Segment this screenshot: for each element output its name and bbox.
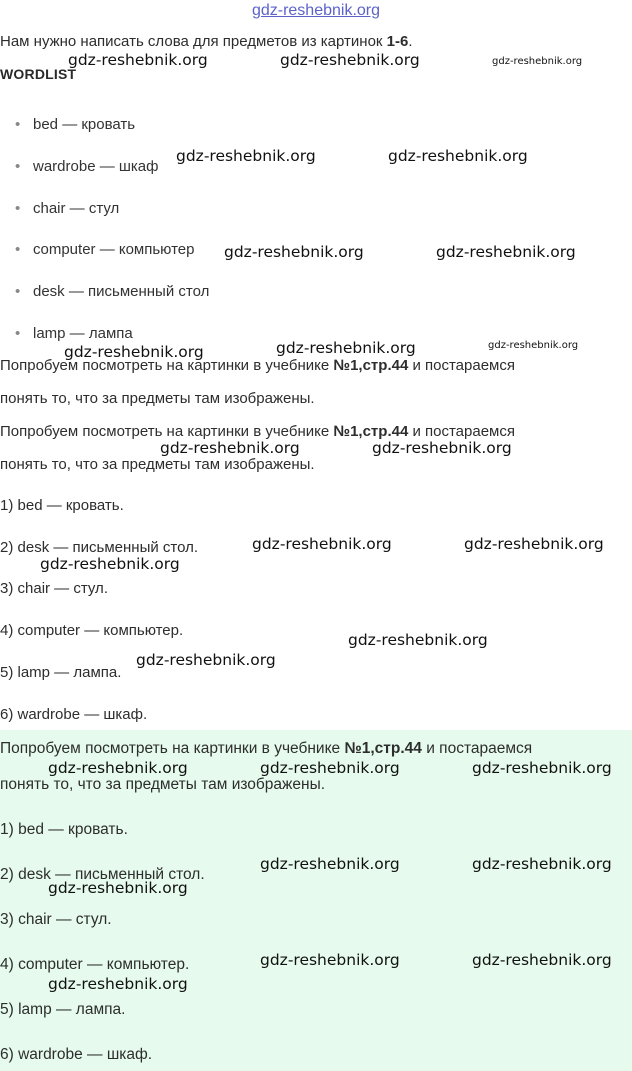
paragraph-line-1 <box>0 423 515 440</box>
paragraph-line-1 <box>0 740 532 758</box>
paragraph-text: Попробуем посмотреть на картинки в учебнике <box>0 423 334 440</box>
watermark: gdz-reshebnik.org <box>464 535 604 553</box>
watermark: gdz-reshebnik.org <box>472 855 612 873</box>
wordlist-item: • lamp — лампа <box>33 325 133 342</box>
answer-item: 3) chair — стул. <box>0 911 112 928</box>
answer-item: 4) computer — компьютер. <box>0 956 190 973</box>
answer-item: 2) desk — письменный стол. <box>0 539 199 556</box>
answer-item: 5) lamp — лампа. <box>0 664 122 681</box>
site-title-link[interactable]: gdz-reshebnik.org <box>251 2 381 19</box>
wordlist-item: • bed — кровать <box>33 116 135 133</box>
paragraph-ref: №1,стр.44 <box>333 357 409 374</box>
watermark: gdz-reshebnik.org <box>280 51 420 69</box>
paragraph-ref: №1,стр.44 <box>344 740 422 757</box>
watermark: gdz-reshebnik.org <box>260 951 400 969</box>
watermark: gdz-reshebnik.org <box>388 147 528 165</box>
watermark: gdz-reshebnik.org <box>252 535 392 553</box>
answer-item: 1) bed — кровать. <box>0 497 124 514</box>
watermark: gdz-reshebnik.org <box>40 555 180 573</box>
intro-text <box>0 33 413 50</box>
watermark: gdz-reshebnik.org <box>488 340 579 351</box>
paragraph-text: и постараемся <box>421 740 533 757</box>
watermark: gdz-reshebnik.org <box>276 339 416 357</box>
answer-item: 4) computer — компьютер. <box>0 622 184 639</box>
wordlist-item: • wardrobe — шкаф <box>33 158 158 175</box>
watermark: gdz-reshebnik.org <box>436 243 576 261</box>
watermark: gdz-reshebnik.org <box>136 651 276 669</box>
watermark: gdz-reshebnik.org <box>260 855 400 873</box>
answer-item: 1) bed — кровать. <box>0 821 128 838</box>
answer-item: 6) wardrobe — шкаф. <box>0 1046 153 1063</box>
intro-main: Нам нужно написать слова для предметов из картинок <box>0 33 387 50</box>
paragraph-text: Попробуем посмотреть на картинки в учебнике <box>0 357 334 374</box>
wordlist-heading: WORDLIST <box>0 66 77 82</box>
paragraph-text: и постараемся <box>408 423 515 440</box>
watermark: gdz-reshebnik.org <box>48 879 188 897</box>
paragraph-text: Попробуем посмотреть на картинки в учебнике <box>0 740 345 757</box>
paragraph-line-2: понять то, что за предметы там изображены. <box>0 390 315 407</box>
watermark: gdz-reshebnik.org <box>64 343 204 361</box>
watermark: gdz-reshebnik.org <box>68 51 208 69</box>
watermark: gdz-reshebnik.org <box>472 759 612 777</box>
answer-item: 5) lamp — лампа. <box>0 1001 126 1018</box>
wordlist-item: • computer — компьютер <box>33 241 195 258</box>
wordlist-item: • desk — письменный стол <box>33 283 209 300</box>
watermark: gdz-reshebnik.org <box>48 759 188 777</box>
answer-item: 6) wardrobe — шкаф. <box>0 706 148 723</box>
answer-item: 3) chair — стул. <box>0 580 108 597</box>
answer-item: 2) desk — письменный стол. <box>0 866 205 883</box>
watermark: gdz-reshebnik.org <box>260 759 400 777</box>
watermark: gdz-reshebnik.org <box>224 243 364 261</box>
paragraph-line-2: понять то, что за предметы там изображены. <box>0 776 326 793</box>
watermark: gdz-reshebnik.org <box>160 439 300 457</box>
paragraph-line-2: понять то, что за предметы там изображены. <box>0 456 315 473</box>
wordlist-item: • chair — стул <box>33 200 119 217</box>
watermark: gdz-reshebnik.org <box>372 439 512 457</box>
paragraph-ref: №1,стр.44 <box>333 423 409 440</box>
paragraph-text: и постараемся <box>408 357 515 374</box>
intro-end: . <box>408 33 413 50</box>
watermark: gdz-reshebnik.org <box>176 147 316 165</box>
intro-range: 1-6 <box>386 33 409 50</box>
watermark: gdz-reshebnik.org <box>348 631 488 649</box>
watermark: gdz-reshebnik.org <box>48 975 188 993</box>
watermark: gdz-reshebnik.org <box>472 951 612 969</box>
watermark: gdz-reshebnik.org <box>492 56 583 67</box>
